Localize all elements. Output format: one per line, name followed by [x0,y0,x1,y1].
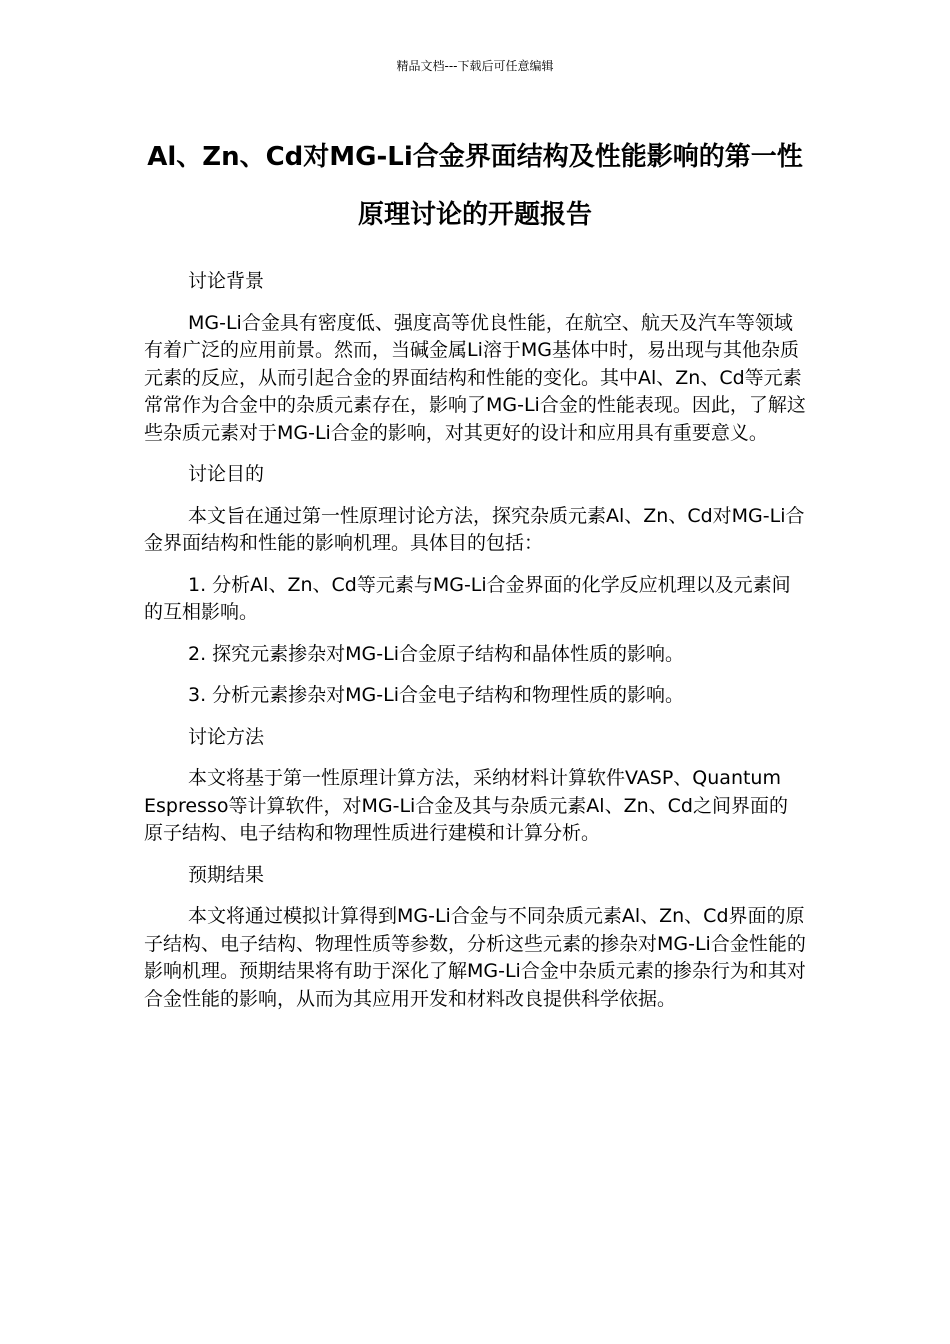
section-heading-results: 预期结果 [188,863,265,886]
purpose-paragraph: 本文旨在通过第一性原理讨论方法，探究杂质元素Al、Zn、Cd对MG-Li合金界面结构和性能的影响机理。具体目的包括： [144,504,805,554]
purpose-item-2: 2. 探究元素掺杂对MG-Li合金原子结构和晶体性质的影响。 [188,642,685,665]
section-heading-purpose: 讨论目的 [188,463,265,485]
section-heading-method: 讨论方法 [188,725,265,748]
purpose-item-1: 1. 分析Al、Zn、Cd等元素与MG-Li合金界面的化学反应机理以及元素间的互相影响。 [144,573,791,623]
purpose-item-3: 3. 分析元素掺杂对MG-Li合金电子结构和物理性质的影响。 [188,684,685,706]
document-title: Al、Zn、Cd对MG-Li合金界面结构及性能影响的第一性原理讨论的开题报告 [147,142,803,230]
results-paragraph: 本文将通过模拟计算得到MG-Li合金与不同杂质元素Al、Zn、Cd界面的原子结构、电子结构、物理性质等参数，分析这些元素的掺杂对MG-Li合金性能的影响机理。预期结果将有助于深化了解MG-Li合金中杂质元素的掺杂行为和其对合金性能的影响，从而为其应用开发和材料改良提供科学依据。 [144,905,806,1010]
background-paragraph: MG-Li合金具有密度低、强度高等优良性能，在航空、航天及汽车等领域有着广泛的应用前景。然而，当碱金属Li溶于MG基体中时，易出现与其他杂质元素的反应，从而引起合金的界面结构和性能的变化。其中Al、Zn、Cd等元素常常作为合金中的杂质元素存在，影响了MG-Li合金的性能表现。因此，了解这些杂质元素对于MG-Li合金的影响，对其更好的设计和应用具有重要意义。 [144,311,806,444]
header-note: 精品文档---下载后可任意编辑 [396,59,554,73]
document-body [144,268,806,1027]
section-heading-background: 讨论背景 [188,270,265,292]
method-paragraph: 本文将基于第一性原理计算方法，采纳材料计算软件VASP、Quantum Espresso等计算软件，对MG-Li合金及其与杂质元素Al、Zn、Cd之间界面的原子结构、电子结构和物理性质进行建模和计算分析。 [144,767,788,844]
